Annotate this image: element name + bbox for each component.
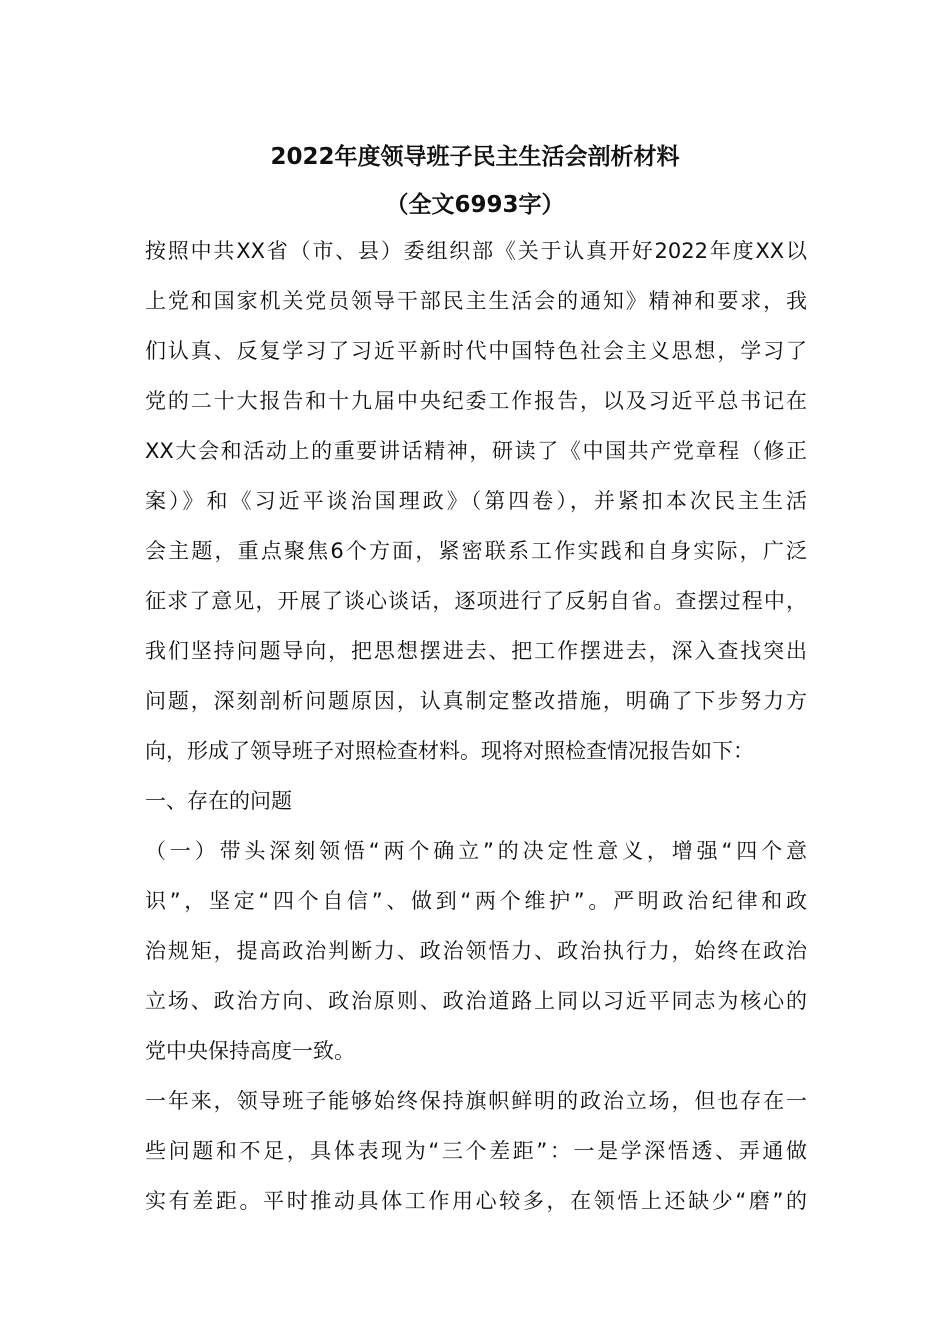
document-body bbox=[145, 236, 807, 1236]
text-line: 向，形成了领导班子对照检查材料。现将对照检查情况报告如下： bbox=[145, 739, 754, 763]
text-line: 一年来，领导班子能够始终保持旗帜鲜明的政治立场，但也存在一 bbox=[145, 1089, 807, 1113]
text-line: 上党和国家机关党员领导干部民主生活会的通知》精神和要求，我 bbox=[145, 289, 807, 313]
text-line: 会主题，重点聚焦6个方面，紧密联系工作实践和自身实际，广泛 bbox=[145, 539, 807, 563]
document-subtitle: （全文6993字） bbox=[385, 192, 565, 218]
paragraph bbox=[145, 786, 807, 836]
text-line: 党中央保持高度一致。 bbox=[145, 1039, 355, 1063]
text-line: XX大会和活动上的重要讲话精神，研读了《中国共产党章程（修正 bbox=[145, 439, 807, 463]
text-line: 一、存在的问题 bbox=[145, 789, 292, 813]
text-line: 识”，坚定“四个自信”、做到“两个维护”。严明政治纪律和政 bbox=[145, 889, 807, 913]
paragraph bbox=[145, 836, 807, 1086]
text-line: 治规矩，提高政治判断力、政治领悟力、政治执行力，始终在政治 bbox=[145, 939, 807, 963]
text-line: 实有差距。平时推动具体工作用心较多，在领悟上还缺少“磨”的 bbox=[145, 1189, 807, 1213]
text-line: 我们坚持问题导向，把思想摆进去、把工作摆进去，深入查找突出 bbox=[145, 639, 807, 663]
text-line: 些问题和不足，具体表现为“三个差距”：一是学深悟透、弄通做 bbox=[145, 1139, 807, 1163]
text-line: 问题，深刻剖析问题原因，认真制定整改措施，明确了下步努力方 bbox=[145, 689, 807, 713]
text-line: 案）》和《习近平谈治国理政》（第四卷），并紧扣本次民主生活 bbox=[145, 489, 807, 513]
paragraph bbox=[145, 1086, 807, 1236]
text-line: 征求了意见，开展了谈心谈话，逐项进行了反躬自省。查摆过程中， bbox=[145, 589, 807, 613]
document-title: 2022年度领导班子民主生活会剖析材料 bbox=[270, 144, 680, 170]
paragraph bbox=[145, 236, 807, 786]
text-line: 们认真、反复学习了习近平新时代中国特色社会主义思想，学习了 bbox=[145, 339, 807, 363]
text-line: 立场、政治方向、政治原则、政治道路上同以习近平同志为核心的 bbox=[145, 989, 807, 1013]
text-line: 党的二十大报告和十九届中央纪委工作报告，以及习近平总书记在 bbox=[145, 389, 807, 413]
text-line: 按照中共XX省（市、县）委组织部《关于认真开好2022年度XX以 bbox=[145, 239, 807, 263]
text-line: （一）带头深刻领悟“两个确立”的决定性意义，增强“四个意 bbox=[145, 839, 807, 863]
